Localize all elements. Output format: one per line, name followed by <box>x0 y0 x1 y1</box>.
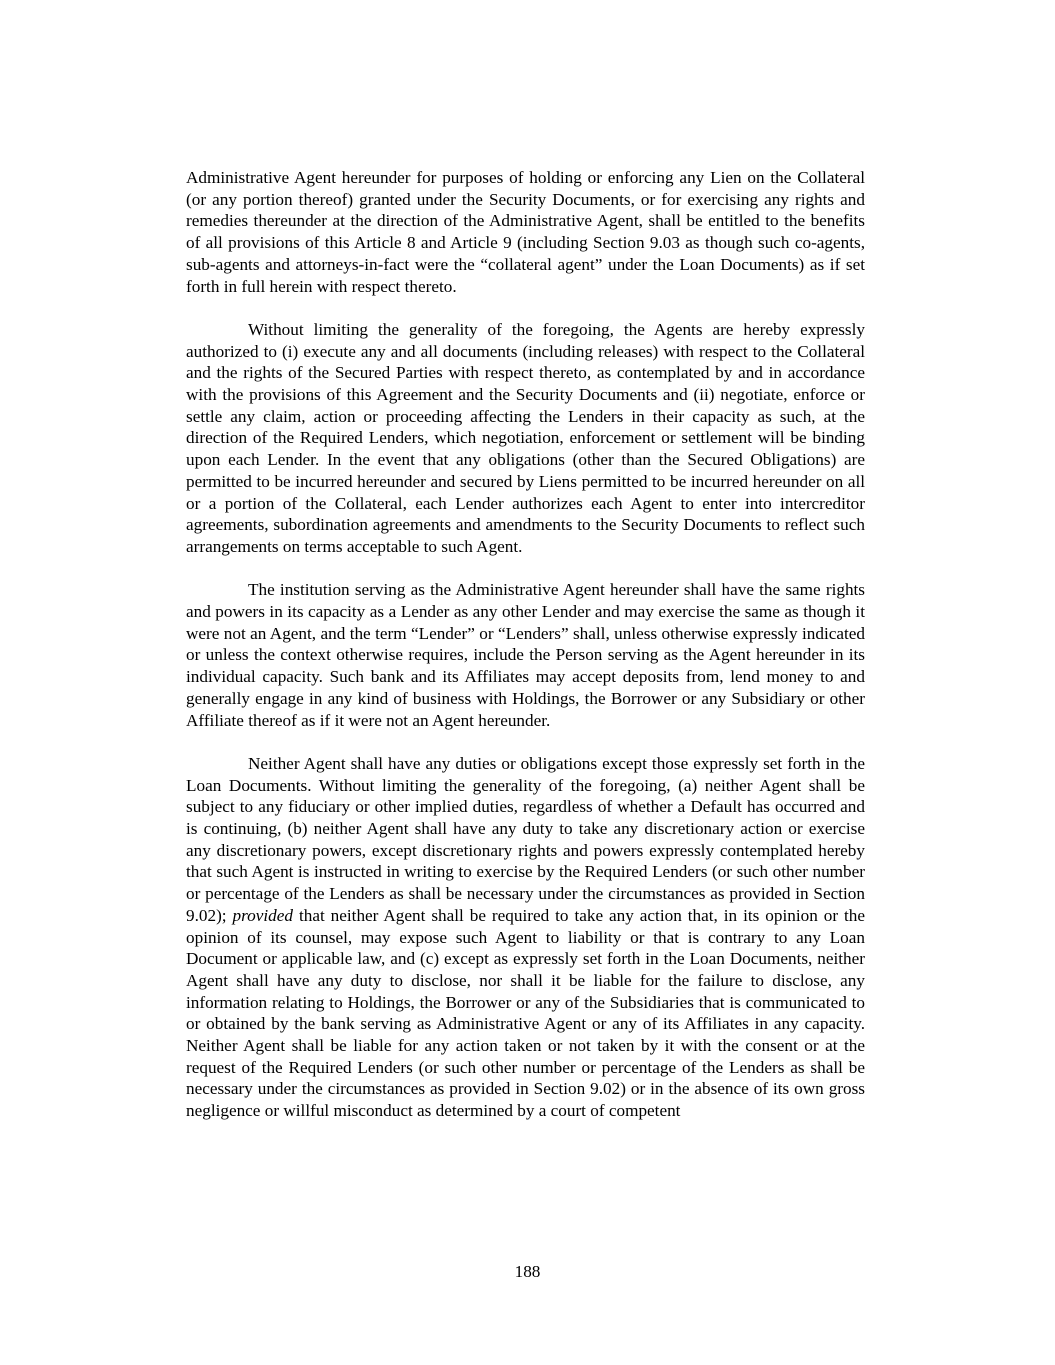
paragraph-continuation: Administrative Agent hereunder for purposes of holding or enforcing any Lien on the Collateral (or any portion thereof) granted under the Security Documents, or for exercising any rights and remedies thereunder at the direction of the Administrative Agent, shall be entitled to the benefits of all provisions of this Article 8 and Article 9 (including Section 9.03 as though such co-agents, sub-agents and attorneys-in-fact were the “collateral agent” under the Loan Documents) as if set forth in full herein with respect thereto. <box>186 168 865 296</box>
paragraph-agent-duties <box>186 753 865 1122</box>
paragraph-agent-duties-part-2: that neither Agent shall be required to take any action that, in its opinion or the opinion of its counsel, may expose such Agent to liability or that is contrary to any Loan Document or applicable law, and (c) except as expressly set forth in the Loan Documents, neither Agent shall have any duty to disclose, nor shall it be liable for the failure to disclose, any information relating to Holdings, the Borrower or any of the Subsidiaries that is communicated to or obtained by the bank serving as Administrative Agent or any of its Affiliates in any capacity. Neither Agent shall be liable for any action taken or not taken by it with the consent or at the request of the Required Lenders (or such other number or percentage of the Lenders as shall be necessary under the circumstances as provided in Section 9.02) or in the absence of its own gross negligence or willful misconduct as determined by a court of competent <box>186 905 866 1121</box>
paragraph-agent-duties-part-1: Neither Agent shall have any duties or obligations except those expressly set forth in the Loan Documents. Without limiting the generality of the foregoing, (a) neither Agent shall be subject to any fiduciary or other implied duties, regardless of whether a Default has occurred and is continuing, (b) neither Agent shall have any duty to take any discretionary action or exercise any discretionary powers, except discretionary rights and powers expressly contemplated hereby that such Agent is instructed in writing to exercise by the Required Lenders (or such other number or percentage of the Lenders as shall be necessary under the circumstances as provided in Section 9.02); <box>186 753 865 925</box>
provided-emphasis: provided <box>232 905 293 925</box>
document-body <box>186 167 865 1122</box>
page-number: 188 <box>514 1262 541 1281</box>
paragraph-agents-authorization: Without limiting the generality of the foregoing, the Agents are hereby expressly authorized to (i) execute any and all documents (including releases) with respect to the Collateral and the rights of the Secured Parties with respect thereto, as contemplated by and in accordance with the provisions of this Agreement and the Security Documents and (ii) negotiate, enforce or settle any claim, action or proceeding affecting the Lenders in their capacity as such, at the direction of the Required Lenders, which negotiation, enforcement or settlement will be binding upon each Lender. In the event that any obligations (other than the Secured Obligations) are permitted to be incurred hereunder and secured by Liens permitted to be incurred hereunder on all or a portion of the Collateral, each Lender authorizes each Agent to enter into intercreditor agreements, subordination agreements and amendments to the Security Documents to reflect such arrangements on terms acceptable to such Agent. <box>186 319 865 556</box>
paragraph-agent-as-lender: The institution serving as the Administrative Agent hereunder shall have the same rights and powers in its capacity as a Lender as any other Lender and may exercise the same as though it were not an Agent, and the term “Lender” or “Lenders” shall, unless otherwise expressly indicated or unless the context otherwise requires, include the Person serving as the Agent hereunder in its individual capacity. Such bank and its Affiliates may accept deposits from, lend money to and generally engage in any kind of business with Holdings, the Borrower or any Subsidiary or other Affiliate thereof as if it were not an Agent hereunder. <box>186 580 865 730</box>
